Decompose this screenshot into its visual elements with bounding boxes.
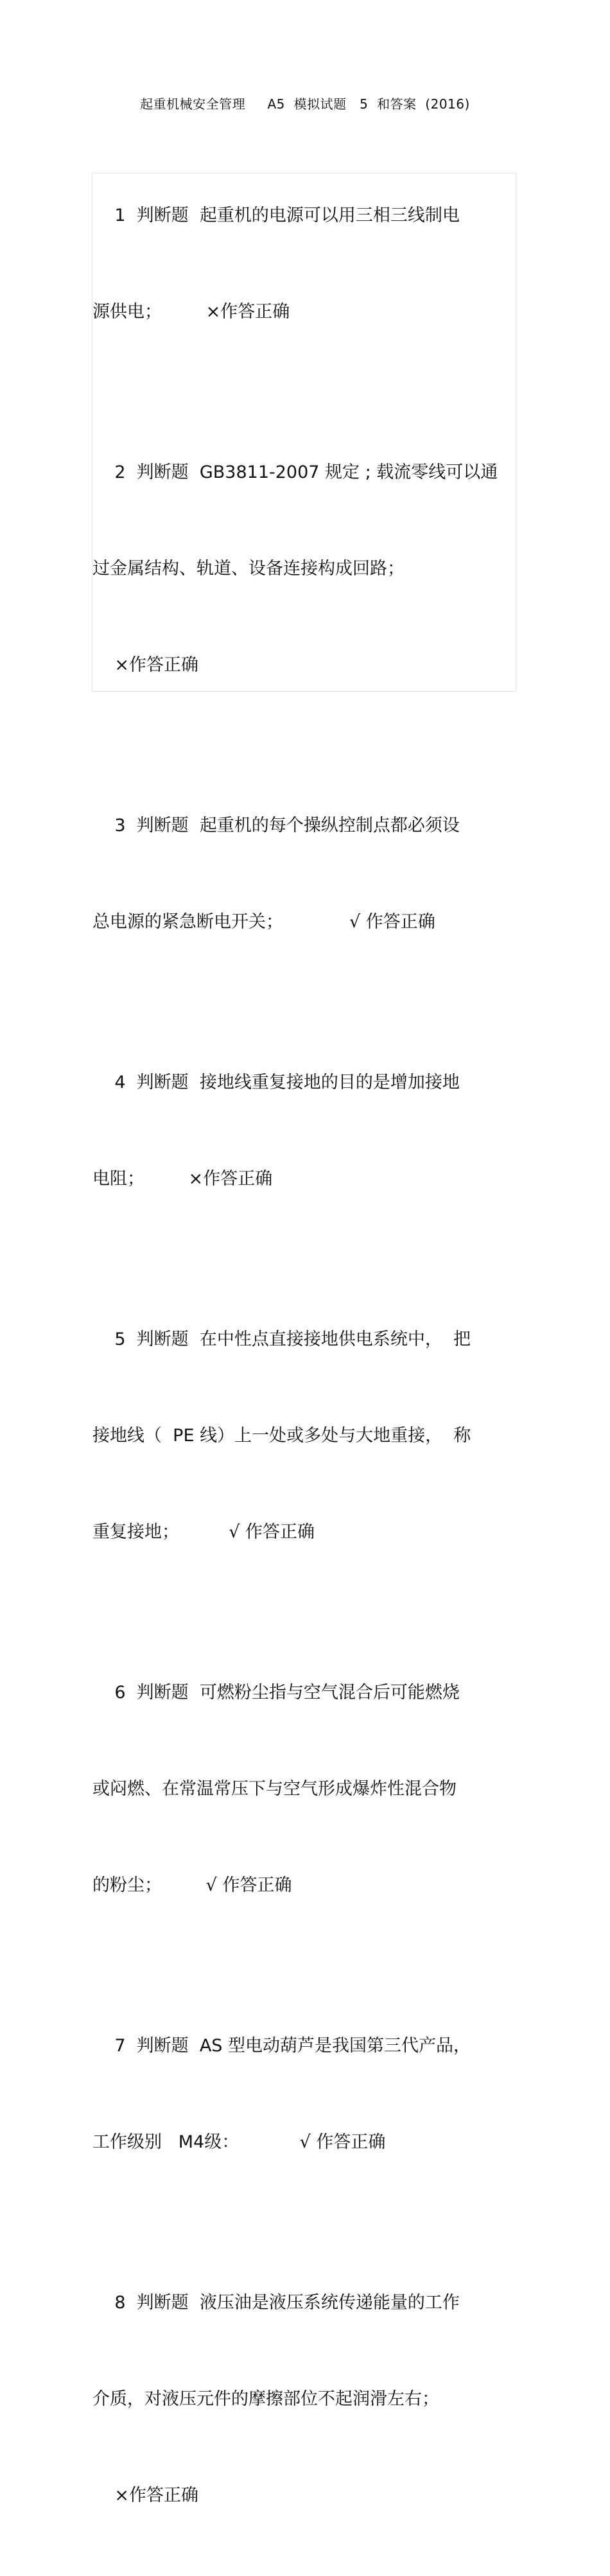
question-4 <box>92 1003 516 1259</box>
question-6 <box>92 1613 516 1966</box>
question-line: 或闷燃、在常温常压下与空气形成爆炸性混合物 <box>92 1779 457 1799</box>
document-title: 起重机械安全管理 A5 模拟试题 5 和答案 (2016) <box>140 96 470 112</box>
question-line: 6 判断题 可燃粉尘指与空气混合后可能燃烧 <box>92 1683 460 1703</box>
question-line: 电阻； ×作答正确 <box>92 1169 273 1189</box>
question-line: 总电源的紧急断电开关； √ 作答正确 <box>92 912 435 932</box>
question-line: 工作级别 M4级： √ 作答正确 <box>92 2132 386 2152</box>
question-8 <box>92 2223 516 2576</box>
question-2 <box>92 392 516 746</box>
question-5 <box>92 1259 516 1613</box>
question-line: 5 判断题 在中性点直接接地供电系统中， 把 <box>92 1329 471 1349</box>
question-line: 的粉尘； √ 作答正确 <box>92 1875 292 1895</box>
question-line: 介质，对液压元件的摩擦部位不起润滑左右； <box>92 2389 439 2409</box>
question-line: 重复接地； √ 作答正确 <box>92 1522 315 1542</box>
question-line: 3 判断题 起重机的每个操纵控制点都必须设 <box>92 816 460 836</box>
question-line: 8 判断题 液压油是液压系统传递能量的工作 <box>92 2293 460 2313</box>
question-3 <box>92 746 516 1003</box>
question-7 <box>92 1966 516 2223</box>
question-line: 1 判断题 起重机的电源可以用三相三线制电 <box>92 206 460 225</box>
question-line: 4 判断题 接地线重复接地的目的是增加接地 <box>92 1073 460 1092</box>
question-line: ×作答正确 <box>92 2485 198 2505</box>
question-line: 接地线（ PE 线）上一处或多处与大地重接， 称 <box>92 1426 471 1446</box>
question-1 <box>92 136 516 392</box>
question-line: 源供电； ×作答正确 <box>92 302 290 322</box>
question-line: 过金属结构、轨道、设备连接构成回路； <box>92 559 405 579</box>
question-line: ×作答正确 <box>92 655 198 675</box>
question-line: 7 判断题 AS 型电动葫芦是我国第三代产品， <box>92 2036 471 2056</box>
question-list <box>92 136 516 2576</box>
question-line: 2 判断题 GB3811-2007 规定 ; 载流零线可以通 <box>92 462 498 482</box>
